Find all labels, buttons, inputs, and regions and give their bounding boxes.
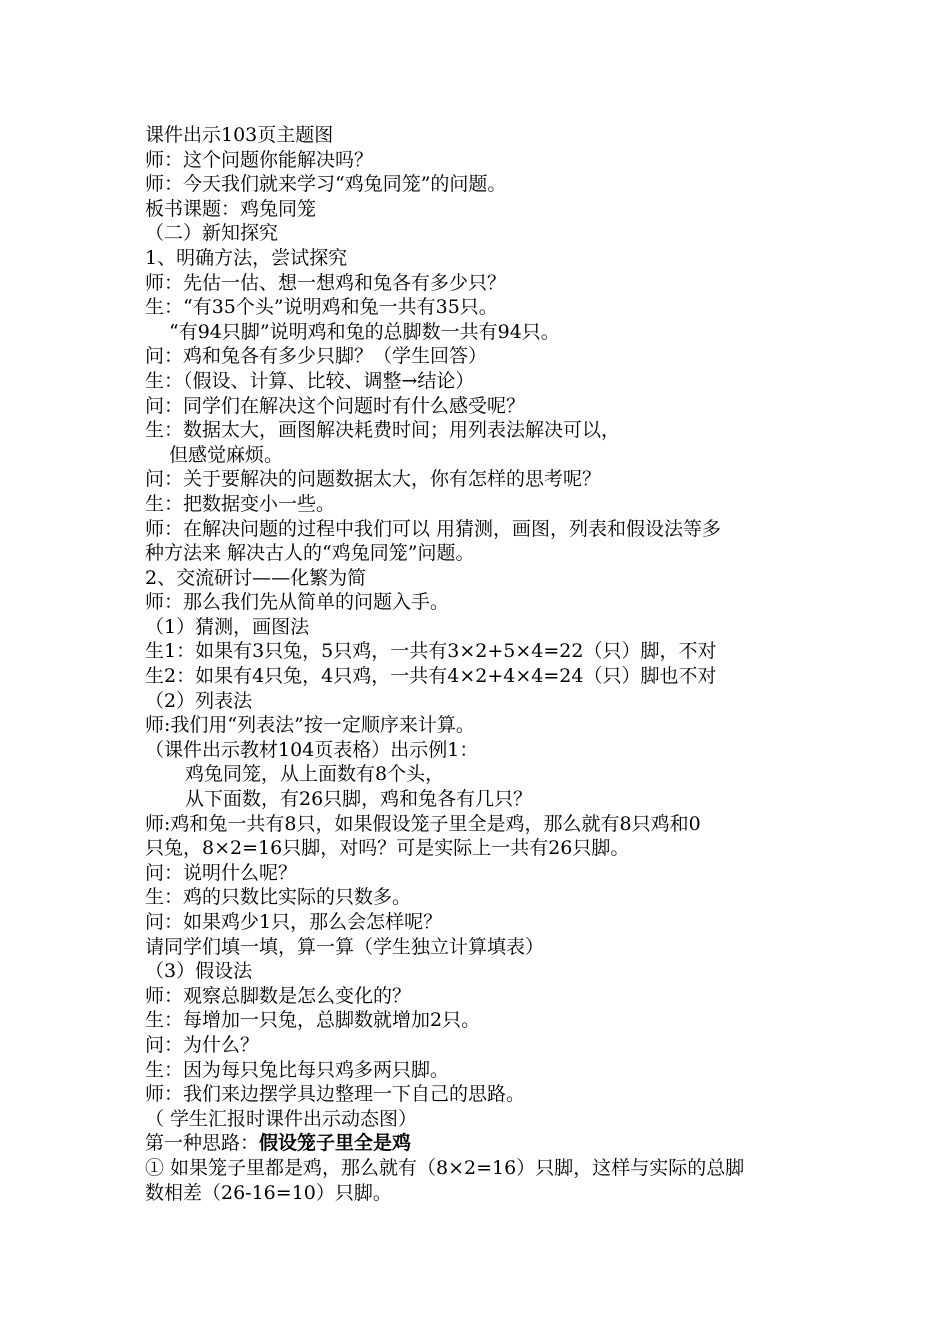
subsection-heading: （3）假设法 (145, 960, 253, 983)
text-line: 生：每增加一只兔，总脚数就增加2只。 (145, 1009, 481, 1032)
subsection-heading: （2）列表法 (145, 689, 253, 712)
text-line: 生：鸡的只数比实际的只数多。 (145, 886, 412, 909)
text-line: 生：“有35个头”说明鸡和兔一共有35只。 (145, 296, 498, 319)
text-line: 师:鸡和兔一共有8只，如果假设笼子里全是鸡，那么就有8只鸡和0 (145, 812, 701, 835)
first-idea-prefix: 第一种思路： (145, 1132, 260, 1155)
first-idea-bold: 假设笼子里全是鸡 (259, 1132, 412, 1155)
text-line: 但感觉麻烦。 (169, 443, 284, 466)
section-heading: 1、明确方法，尝试探究 (145, 246, 348, 269)
text-line: 生1：如果有3只兔，5只鸡，一共有3×2+5×4=22（只）脚，不对 (145, 640, 717, 663)
text-line: 师：那么我们先从简单的问题入手。 (145, 591, 450, 614)
text-line: 师：这个问题你能解决吗？ (145, 148, 374, 171)
text-line: （ 学生汇报时课件出示动态图） (145, 1107, 418, 1130)
text-line: 问：鸡和兔各有多少只脚？（学生回答） (145, 345, 488, 368)
text-line: 只兔，8×2=16只脚，对吗？可是实际上一共有26只脚。 (145, 837, 630, 860)
text-line: 师：今天我们就来学习“鸡兔同笼”的问题。 (145, 173, 507, 196)
text-line: 师：在解决问题的过程中我们可以 用猜测，画图，列表和假设法等多 (145, 517, 722, 540)
example-line: 从下面数，有26只脚，鸡和兔各有几只？ (185, 788, 533, 811)
step-line: ① 如果笼子里都是鸡，那么就有（8×2=16）只脚，这样与实际的总脚 (145, 1156, 745, 1179)
text-line: 问：说明什么呢？ (145, 861, 298, 884)
subsection-heading: （1）猜测，画图法 (145, 615, 310, 638)
text-line: 生：因为每只兔比每只鸡多两只脚。 (145, 1058, 450, 1081)
section-heading: （二）新知探究 (145, 222, 279, 245)
text-line: 种方法来 解决古人的“鸡兔同笼”问题。 (145, 542, 475, 565)
text-line: 师：先估一估、想一想鸡和兔各有多少只？ (145, 271, 507, 294)
text-line: 师:我们用“列表法”按一定顺序来计算。 (145, 714, 475, 737)
text-line: 问：如果鸡少1只，那么会怎样呢？ (145, 911, 443, 933)
text-line: （课件出示教材104页表格）出示例1： (145, 738, 479, 761)
text-line: 生：数据太大，画图解决耗费时间；用列表法解决可以， (145, 419, 621, 442)
text-line: 问：为什么？ (145, 1033, 260, 1056)
lesson-text (145, 123, 815, 1205)
text-line: 问：同学们在解决这个问题时有什么感受呢？ (145, 394, 526, 417)
example-line: 鸡兔同笼，从上面数有8个头， (185, 763, 445, 786)
text-line: 生：（假设、计算、比较、调整→结论） (145, 369, 475, 392)
text-line: 请同学们填一填，算一算（学生独立计算填表） (145, 935, 545, 958)
text-line: 师：我们来边摆学具边整理一下自己的思路。 (145, 1083, 526, 1106)
text-line: 课件出示103页主题图 (145, 124, 334, 146)
section-heading: 2、交流研讨——化繁为简 (145, 566, 367, 589)
text-line: 生2：如果有4只兔，4只鸡，一共有4×2+4×4=24（只）脚也不对 (145, 665, 717, 688)
text-line: 问：关于要解决的问题数据太大，你有怎样的思考呢？ (145, 468, 602, 491)
first-idea-line (145, 1131, 815, 1156)
text-line: “有94只脚”说明鸡和兔的总脚数一共有94只。 (169, 320, 560, 343)
step-line: 数相差（26-16=10）只脚。 (145, 1181, 392, 1204)
text-line: 生：把数据变小一些。 (145, 492, 336, 515)
text-line: 师：观察总脚数是怎么变化的？ (145, 984, 412, 1007)
text-line: 板书课题：鸡兔同笼 (145, 197, 317, 220)
